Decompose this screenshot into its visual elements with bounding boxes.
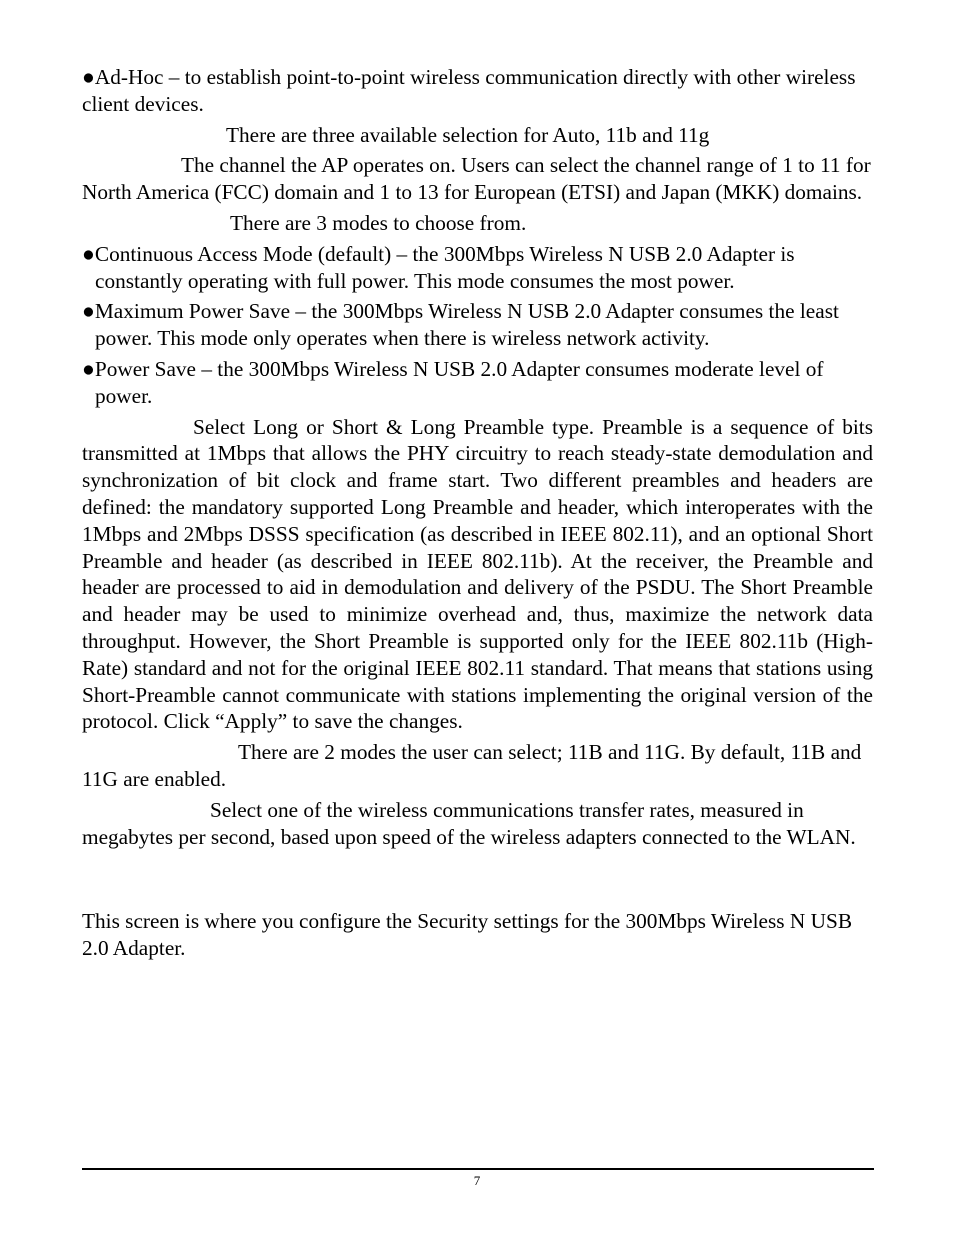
adhoc-paragraph: ●Ad-Hoc – to establish point-to-point wireless communication directly with other wireless client devices. [82,65,856,116]
power-mode-save: ●Power Save – the 300Mbps Wireless N USB 2.0 Adapter consumes moderate level of power. [82,356,824,408]
footer-divider [82,1168,874,1170]
tx-rate-paragraph: Select one of the wireless communications transfer rates, measured in megabytes per second, based upon speed of the wireless adapters connected to the WLAN. [82,797,856,849]
channel-paragraph: The channel the AP operates on. Users can select the channel range of 1 to 11 for North America (FCC) domain and 1 to 13 for European (ETSI) and Japan (MKK) domains. [82,153,871,205]
power-mode-maximum-save: ●Maximum Power Save – the 300Mbps Wireless N USB 2.0 Adapter consumes the least power. This mode only operates when there is wireless network activity. [82,299,839,351]
document-body [82,64,873,962]
preamble-paragraph: Select Long or Short & Long Preamble type. Preamble is a sequence of bits transmitted at 1Mbps that allows the PHY circuitry to reach steady-state demodulation and synchronization of bit clock and frame start. Two different preambles and headers are defined: the mandatory supported Long Preamble and header, which interoperates with the 1Mbps and 2Mbps DSSS specification (as described in IEEE 802.11), and an optional Short Preamble and header (as described in IEEE 802.11b). At the receiver, the Preamble and header are processed to aid in demodulation and delivery of the PSDU. The Short Preamble and header may be used to minimize overhead and, thus, maximize the network data throughput. However, the Short Preamble is supported only for the IEEE 802.11b (High- Rate) standard and not for the original IEEE 802.11 standard. That means that stations using Short-Preamble cannot communicate with stations implementing the original version of the protocol. Click “Apply” to save the changes. [82,414,873,734]
mode-selection-paragraph: There are three available selection for Auto, 11b and 11g [226,122,710,147]
page-number: 7 [473,1173,481,1188]
security-intro-paragraph: This screen is where you configure the Security settings for the 300Mbps Wireless N USB 2.0 Adapter. [82,909,853,961]
power-modes-intro: There are 3 modes to choose from. [230,210,527,235]
modes-11b-11g-paragraph: There are 2 modes the user can select; 11B and 11G. By default, 11B and 11G are enabled. [82,740,862,791]
power-mode-continuous: ●Continuous Access Mode (default) – the 300Mbps Wireless N USB 2.0 Adapter is constantly operating with full power. This mode consumes the most power. [82,241,795,293]
